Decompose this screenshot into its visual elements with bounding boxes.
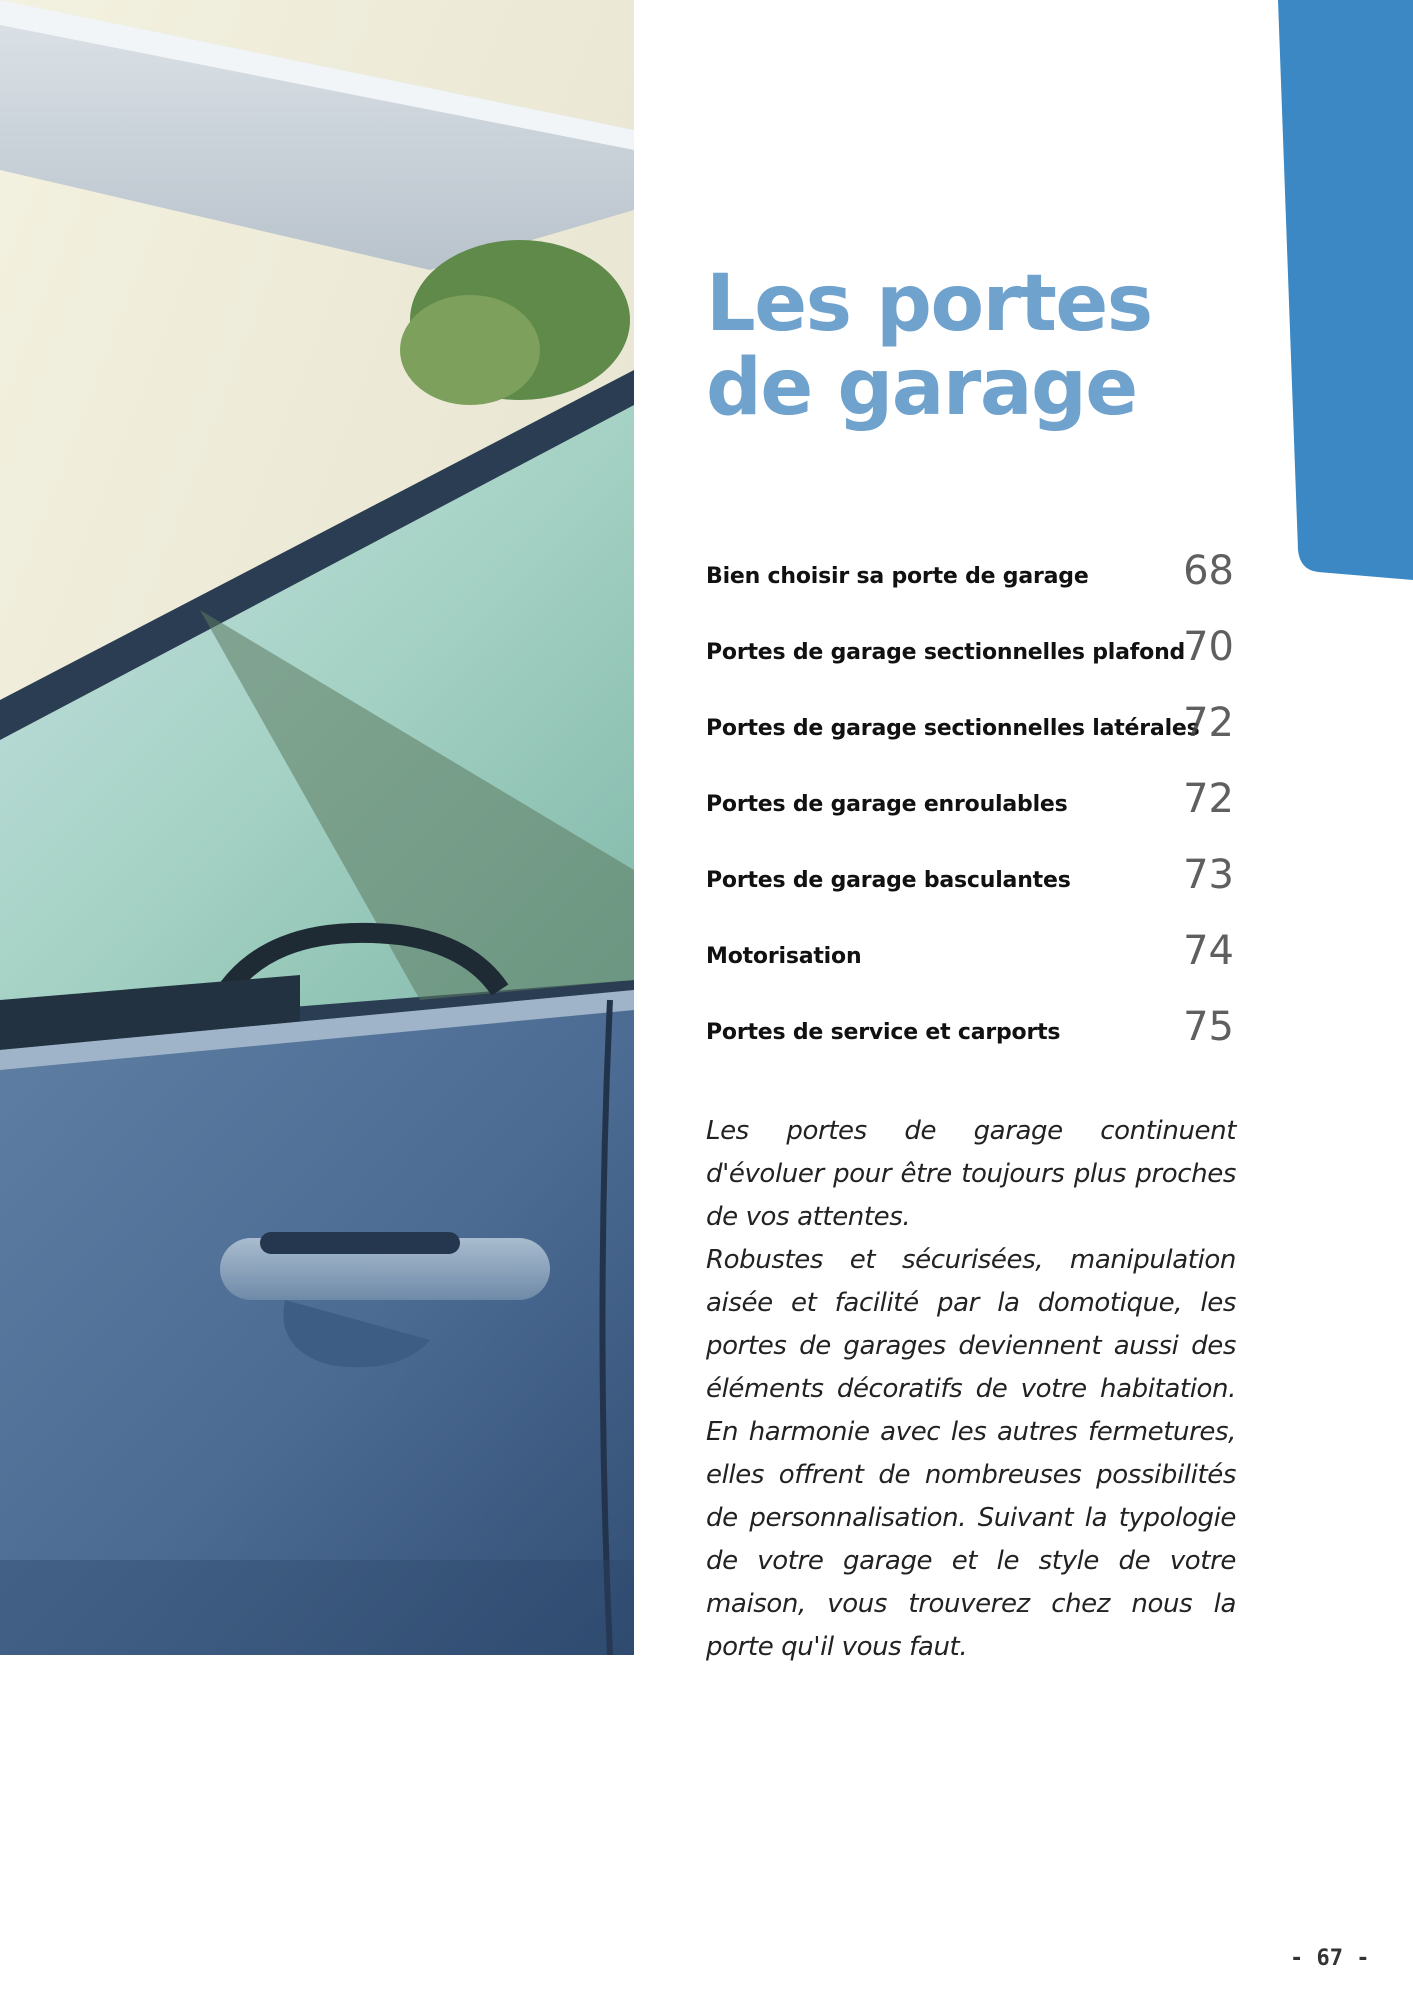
toc-entry[interactable] xyxy=(706,852,1234,928)
page-title-line-1: Les portes xyxy=(706,259,1152,349)
toc-entry[interactable] xyxy=(706,700,1234,776)
intro-paragraph-2: Robustes et sécurisées, manipulation aisée et facilité par la domotique, les portes de garages deviennent aussi des éléments décoratifs de votre habitation. En harmonie avec les autres fermetures, elles offrent de nombreuses possibilités de personnalisation. Suivant la typologie de votre garage et le style de votre maison, vous trouverez chez nous la porte qu'il vous faut. xyxy=(706,1245,1236,1662)
toc-entry-page: 70 xyxy=(1183,624,1234,670)
page-title xyxy=(706,259,1266,433)
toc-entry-label: Motorisation xyxy=(706,944,862,969)
toc-entry-page: 74 xyxy=(1183,928,1234,974)
toc-entry[interactable] xyxy=(706,624,1234,700)
section-tab xyxy=(1278,0,1413,580)
toc-entry-label: Bien choisir sa porte de garage xyxy=(706,564,1089,589)
toc-entry-page: 73 xyxy=(1183,852,1234,898)
toc-entry-label: Portes de garage enroulables xyxy=(706,792,1068,817)
toc-entry[interactable] xyxy=(706,548,1234,624)
toc-entry-label: Portes de garage sectionnelles plafond xyxy=(706,640,1186,665)
toc-entry-page: 75 xyxy=(1183,1004,1234,1050)
page-number: - 67 - xyxy=(1290,1946,1370,1971)
toc-entry-page: 68 xyxy=(1183,548,1234,594)
toc-entry[interactable] xyxy=(706,1004,1234,1080)
intro-text xyxy=(706,1110,1236,1669)
toc-entry-label: Portes de garage basculantes xyxy=(706,868,1071,893)
toc-entry-page: 72 xyxy=(1183,700,1234,746)
intro-paragraph-1: Les portes de garage continuent d'évoluer pour être toujours plus proches de vos attentes. xyxy=(706,1116,1236,1232)
car-door-photo xyxy=(0,0,634,1655)
toc-entry[interactable] xyxy=(706,928,1234,1004)
page-title-line-2: de garage xyxy=(706,343,1137,433)
toc-entry-label: Portes de garage sectionnelles latérales xyxy=(706,716,1200,741)
table-of-contents xyxy=(706,548,1234,1080)
toc-entry-page: 72 xyxy=(1183,776,1234,822)
toc-entry-label: Portes de service et carports xyxy=(706,1020,1061,1045)
toc-entry[interactable] xyxy=(706,776,1234,852)
